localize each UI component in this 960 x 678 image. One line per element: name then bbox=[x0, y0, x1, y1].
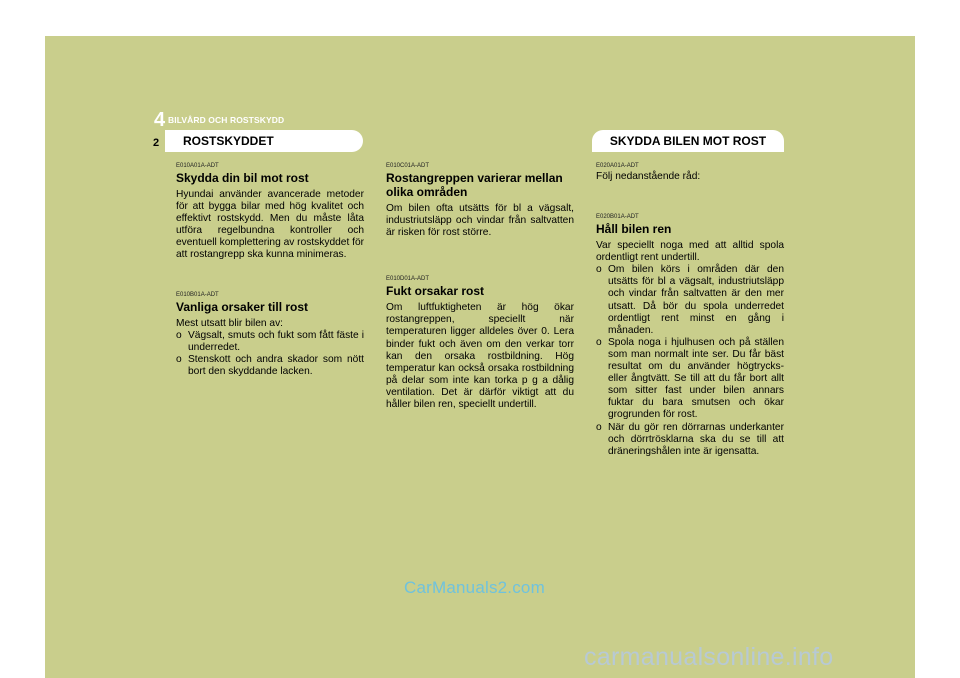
page-number: 2 bbox=[153, 137, 160, 149]
bullet-marker: o bbox=[176, 329, 182, 341]
column-left bbox=[176, 162, 364, 378]
section-rostangreppen bbox=[386, 162, 574, 239]
section-code: E020B01A-ADT bbox=[596, 214, 639, 221]
section-body: Om bilen ofta utsätts för bl a vägsalt, industriutsläpp och vindar från saltvatten är risken för rost större. bbox=[386, 203, 574, 239]
column-middle bbox=[386, 162, 574, 411]
bullet-marker: o bbox=[596, 336, 602, 348]
watermark-carmanuals2[interactable]: CarManuals2.com bbox=[404, 578, 545, 597]
list-item: o Spola noga i hjulhusen och på ställen som man normalt inte ser. Du får bäst resultat om du använder högtrycks- eller ångtvätt. Se till att du får bort allt som sitter fast under bilen annars fuktar du bara smutsen och ökar grogrunden för rost. bbox=[596, 336, 784, 421]
section-skydda-din-bil bbox=[176, 162, 364, 262]
section-heading: Skydda din bil mot rost bbox=[176, 171, 309, 185]
section-code: E020A01A-ADT bbox=[596, 163, 639, 169]
bullet-marker: o bbox=[596, 421, 602, 433]
section-fukt-orsakar-rost bbox=[386, 275, 574, 411]
section-body: Följ nedanstående råd: bbox=[596, 171, 701, 182]
section-heading: Fukt orsakar rost bbox=[386, 284, 485, 299]
chapter-title: BILVÅRD OCH ROSTSKYDD bbox=[168, 115, 285, 125]
bullet-marker: o bbox=[176, 353, 182, 365]
bullet-list bbox=[596, 264, 784, 458]
list-item: o Om bilen körs i områden där den utsätts för bl a vägsalt, industriutsläpp och vindar från saltvatten är den mer utsatt. Då bör du spola underredet ordentligt rent minst en gång i månaden. bbox=[596, 264, 784, 336]
section-heading: Rostangreppen varierar mellan olika områden bbox=[386, 171, 563, 199]
list-item: o När du gör ren dörrarnas underkanter och dörrtrösklarna ska du se till att dräneringshålen inte är igensatta. bbox=[596, 421, 784, 457]
section-body: Hyundai använder avancerade metoder för att bygga bilar med hög kvalitet och effektivt rostskydd. Men du måste låta utföra regelbundna kontroller och eventuell komplettering av rostskyddet för att rostangrepp ska kunna minimeras. bbox=[176, 189, 364, 261]
section-folj-rad bbox=[596, 162, 784, 183]
section-code: E010C01A-ADT bbox=[386, 163, 430, 169]
watermark-carmanualsonline[interactable]: carmanualsonline.info bbox=[584, 643, 834, 671]
section-intro: Mest utsatt blir bilen av: bbox=[176, 317, 284, 329]
section-code: E010D01A-ADT bbox=[386, 276, 430, 283]
section-intro: Var speciellt noga med att alltid spola ordentligt rent undertill. bbox=[596, 240, 784, 264]
bullet-list bbox=[176, 330, 364, 378]
list-item: o Vägsalt, smuts och fukt som fått fäste i underredet. bbox=[176, 329, 364, 353]
section-hall-bilen-ren bbox=[596, 213, 784, 458]
bullet-marker: o bbox=[596, 264, 602, 276]
section-code: E010B01A-ADT bbox=[176, 291, 219, 298]
list-item: o Stenskott och andra skador som nött bort den skyddande lacken. bbox=[176, 353, 364, 377]
section-heading: Vanliga orsaker till rost bbox=[176, 299, 309, 314]
section-body: Om luftfuktigheten är hög ökar rostangreppen, speciellt när temperaturen ligger alldeles över 0. Lera binder fukt och även om den verkar torr kan den orsaka rostbildning. Hög temperatur kan också orsaka rostbildning på delar som inte kan torka p g a dålig ventilation. Det är därför viktigt att du håller bilen ren, speciellt undertill. bbox=[386, 302, 574, 411]
section-vanliga-orsaker bbox=[176, 291, 364, 378]
section-code: E010A01A-ADT bbox=[176, 163, 219, 169]
section-heading: Håll bilen ren bbox=[596, 222, 672, 237]
section-tab-rostskyddet: ROSTSKYDDET bbox=[165, 130, 363, 152]
column-right bbox=[596, 162, 784, 458]
section-tab-skydda-bilen: SKYDDA BILEN MOT ROST bbox=[592, 130, 784, 152]
chapter-number: 4 bbox=[154, 109, 166, 131]
